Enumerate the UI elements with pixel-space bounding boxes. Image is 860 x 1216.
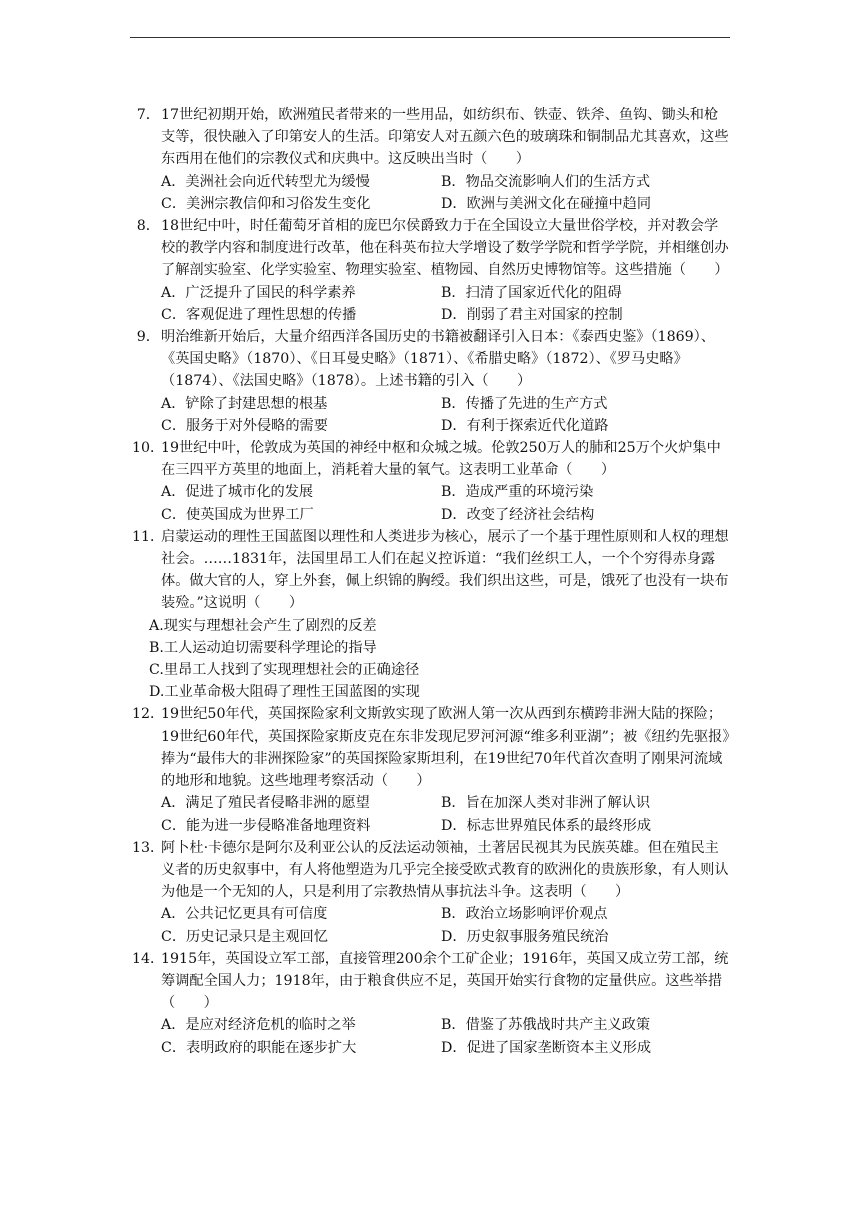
option-c: C．使英国成为世界工厂 <box>161 506 314 523</box>
option-c: C．客观促进了理性思想的传播 <box>161 306 357 323</box>
question-11 <box>132 526 732 704</box>
option-a: A．促进了城市化的发展 <box>161 484 314 501</box>
option-a: A．广泛提升了国民的科学素养 <box>161 284 356 301</box>
question-stem: 19世纪50年代，英国探险家利文斯敦实现了欧洲人第一次从西到东横跨非洲大陆的探险；19世纪60年代，英国探险家斯皮克在东非发现尼罗河河源“维多利亚湖”；被《纽约先驱报》捧为“最伟大的非洲探险家”的英国探险家斯坦利，在19世纪70年代首次查明了刚果河流域的地形和地貌。这些地理考察活动（ ） <box>161 706 730 790</box>
question-number: 14． <box>132 950 165 967</box>
option-a: A．满足了殖民者侵略非洲的愿望 <box>161 795 370 812</box>
question-number: 8． <box>136 218 160 235</box>
question-number: 11． <box>132 528 165 545</box>
option-a: A．是应对经济危机的临时之举 <box>161 1017 356 1034</box>
option-d: D．标志世界殖民体系的最终形成 <box>441 817 652 834</box>
option-c: C．服务于对外侵略的需要 <box>161 417 328 434</box>
option-c: C．美洲宗教信仰和习俗发生变化 <box>161 195 371 212</box>
option-a: A．公共记忆更具有可信度 <box>161 906 328 923</box>
option-b: B．借鉴了苏俄战时共产主义政策 <box>441 1017 651 1034</box>
option-d: D．历史叙事服务殖民统治 <box>441 928 609 945</box>
question-14 <box>132 948 732 1059</box>
option-c: C．表明政府的职能在逐步扩大 <box>161 1039 357 1056</box>
option-d: D．改变了经济社会结构 <box>441 506 595 523</box>
header-rule <box>130 37 730 38</box>
option-b: B.工人运动迫切需要科学理论的指导 <box>149 639 377 656</box>
question-13 <box>132 837 732 948</box>
question-stem: 18世纪中叶，时任葡萄牙首相的庞巴尔侯爵致力于在全国设立大量世俗学校，并对教会学校的教学内容和制度进行改革，他在科英布拉大学增设了数学学院和哲学学院，并相继创办了解剖实验室、化学实验室、物理实验室、植物园、自然历史博物馆等。这些措施（ ） <box>161 218 729 279</box>
question-stem: 阿卜杜·卡德尔是阿尔及利亚公认的反法运动领袖，土著居民视其为民族英雄。但在殖民主义者的历史叙事中，有人将他塑造为几乎完全接受欧式教育的欧洲化的贵族形象，有人则认为他是一个无知的人，只是利用了宗教热情从事抗法斗争。这表明（ ） <box>161 839 729 901</box>
option-c: C．历史记录只是主观回忆 <box>161 928 328 945</box>
question-list <box>132 104 732 1059</box>
question-number: 12． <box>132 706 165 723</box>
option-b: B．造成严重的环境污染 <box>441 484 594 501</box>
question-stem: 17世纪初期开始，欧洲殖民者带来的一些用品，如纺织布、铁壶、铁斧、鱼钩、锄头和枪支等，很快融入了印第安人的生活。印第安人对五颜六色的玻璃珠和铜制品尤其喜欢，这些东西用在他们的宗教仪式和庆典中。这反映出当时（ ） <box>161 107 729 168</box>
option-d: D．削弱了君主对国家的控制 <box>441 306 623 323</box>
question-stem: 19世纪中叶，伦敦成为英国的神经中枢和众城之城。伦敦250万人的肺和25万个火炉集中在三四平方英里的地面上，消耗着大量的氧气。这表明工业革命（ ） <box>161 440 721 479</box>
question-stem: 启蒙运动的理性王国蓝图以理性和人类进步为核心，展示了一个基于理性原则和人权的理想社会。……1831年，法国里昂工人们在起义控诉道：“我们丝织工人，一个个穷得赤身露体。做大官的人，穿上外套，佩上织锦的胸绶。我们织出这些，可是，饿死了也没有一块布装殓。”这说明（ ） <box>161 528 729 612</box>
option-a: A.现实与理想社会产生了剧烈的反差 <box>149 617 377 634</box>
question-number: 13． <box>132 839 165 856</box>
option-c: C．能为进一步侵略准备地理资料 <box>161 817 371 834</box>
option-b: B．旨在加深人类对非洲了解认识 <box>441 795 651 812</box>
option-b: B．传播了先进的生产方式 <box>441 395 608 412</box>
question-number: 7． <box>136 107 160 123</box>
question-12 <box>132 703 732 836</box>
option-d: D．欧洲与美洲文化在碰撞中趋同 <box>441 195 652 212</box>
question-9 <box>132 326 732 437</box>
option-c: C.里昂工人找到了实现理想社会的正确途径 <box>149 662 420 679</box>
option-b: B．扫清了国家近代化的阻碍 <box>441 284 622 301</box>
option-d: D．有利于探索近代化道路 <box>441 417 609 434</box>
option-a: A．美洲社会向近代转型尤为缓慢 <box>161 173 370 190</box>
option-b: B．政治立场影响评价观点 <box>441 906 608 923</box>
question-number: 10． <box>132 440 165 457</box>
question-8 <box>132 215 732 326</box>
question-stem: 明治维新开始后，大量介绍西洋各国历史的书籍被翻译引入日本：《泰西史鉴》（1869）、《英国史略》（1870）、《日耳曼史略》（1871）、《希腊史略》（1872）、《罗马史略》（1874）、《法国史略》（1878）。上述书籍的引入（ ） <box>161 329 715 390</box>
question-10 <box>132 437 732 526</box>
question-number: 9． <box>136 329 160 346</box>
option-d: D.工业革命极大阻碍了理性王国蓝图的实现 <box>149 684 420 701</box>
option-d: D．促进了国家垄断资本主义形成 <box>441 1039 652 1056</box>
option-a: A．铲除了封建思想的根基 <box>161 395 328 412</box>
option-b: B．物品交流影响人们的生活方式 <box>441 173 651 190</box>
question-stem: 1915年，英国设立军工部，直接管理200余个工矿企业；1916年，英国又成立劳工部，统筹调配全国人力；1918年，由于粮食供应不足，英国开始实行食物的定量供应。这些举措（ ） <box>161 950 729 1012</box>
question-7 <box>132 104 732 215</box>
